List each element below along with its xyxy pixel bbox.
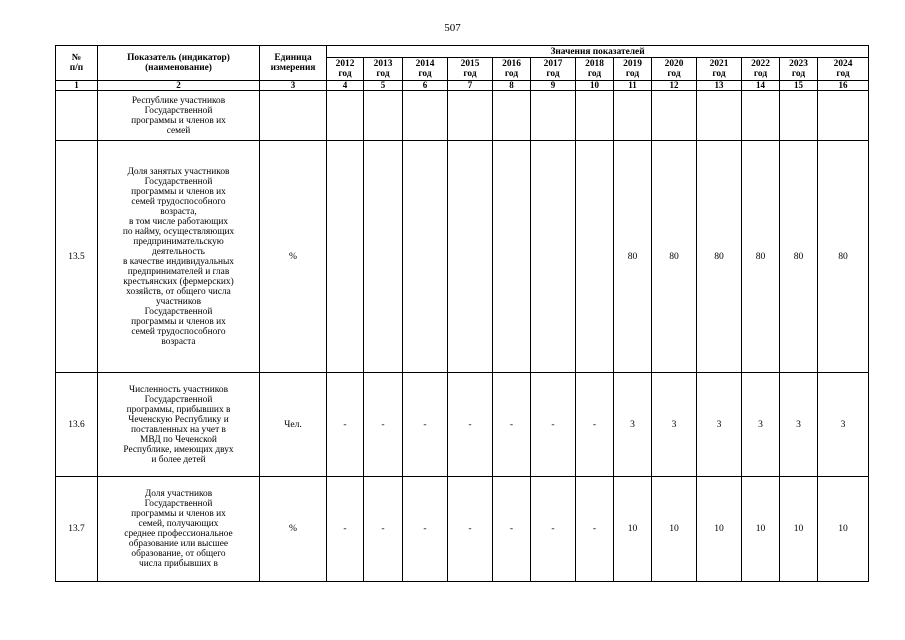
- value-cell: 80: [780, 141, 818, 373]
- indicator-name: Республике участников Государственной программы и членов их семей: [98, 91, 260, 141]
- value-cell: 10: [818, 477, 869, 582]
- table-body: [56, 91, 869, 582]
- header-num: № п/п: [56, 46, 98, 81]
- column-number: 8: [493, 81, 531, 91]
- header-indicator: Показатель (индикатор) (наименование): [98, 46, 260, 81]
- value-cell: [327, 91, 364, 141]
- column-number: 2: [98, 81, 260, 91]
- value-cell: [576, 141, 614, 373]
- column-number: 9: [531, 81, 576, 91]
- value-cell: 80: [697, 141, 742, 373]
- value-cell: [493, 141, 531, 373]
- value-cell: -: [531, 373, 576, 477]
- column-number: 4: [327, 81, 364, 91]
- value-cell: -: [493, 373, 531, 477]
- value-cell: 80: [652, 141, 697, 373]
- indicators-table: [55, 45, 869, 582]
- value-cell: 10: [614, 477, 652, 582]
- value-cell: 3: [742, 373, 780, 477]
- row-number: 13.5: [56, 141, 98, 373]
- header-year: 2014 год: [403, 58, 448, 81]
- value-cell: [780, 91, 818, 141]
- header-values-group: Значения показателей: [327, 46, 869, 58]
- value-cell: 10: [652, 477, 697, 582]
- column-number: 16: [818, 81, 869, 91]
- value-cell: -: [327, 373, 364, 477]
- value-cell: [652, 91, 697, 141]
- unit-cell: [260, 91, 327, 141]
- value-cell: [614, 91, 652, 141]
- value-cell: -: [327, 477, 364, 582]
- value-cell: -: [364, 373, 403, 477]
- header-year: 2017 год: [531, 58, 576, 81]
- value-cell: 3: [652, 373, 697, 477]
- header-year: 2022 год: [742, 58, 780, 81]
- value-cell: 80: [742, 141, 780, 373]
- header-year: 2023 год: [780, 58, 818, 81]
- value-cell: 3: [614, 373, 652, 477]
- unit-cell: %: [260, 141, 327, 373]
- value-cell: [697, 91, 742, 141]
- page-number: 507: [444, 22, 461, 34]
- value-cell: [493, 91, 531, 141]
- unit-cell: %: [260, 477, 327, 582]
- column-number: 12: [652, 81, 697, 91]
- column-number: 13: [697, 81, 742, 91]
- table-row: [56, 373, 869, 477]
- row-number: [56, 91, 98, 141]
- header-row: [56, 46, 869, 58]
- header-year: 2013 год: [364, 58, 403, 81]
- column-number: 5: [364, 81, 403, 91]
- value-cell: 10: [742, 477, 780, 582]
- value-cell: [364, 141, 403, 373]
- value-cell: 3: [818, 373, 869, 477]
- column-number: 1: [56, 81, 98, 91]
- header-year: 2019 год: [614, 58, 652, 81]
- value-cell: -: [364, 477, 403, 582]
- value-cell: 80: [614, 141, 652, 373]
- value-cell: [364, 91, 403, 141]
- value-cell: -: [448, 477, 493, 582]
- header-year: 2012 год: [327, 58, 364, 81]
- column-number: 11: [614, 81, 652, 91]
- value-cell: [818, 91, 869, 141]
- header-year: 2020 год: [652, 58, 697, 81]
- value-cell: -: [448, 373, 493, 477]
- column-numbers-row: [56, 81, 869, 91]
- value-cell: [403, 91, 448, 141]
- indicator-name: Доля занятых участников Государственной программы и членов их семей трудоспособного возраста, в том числе работающих по найму, осуществляющих предпринимательскую деятельность в качестве индивидуальных предпринимателей и глав крестьянских (фермерских) хозяйств, от общего числа участников Государственной программы и членов их семей трудоспособного возраста: [98, 141, 260, 373]
- value-cell: -: [576, 477, 614, 582]
- header-year: 2021 год: [697, 58, 742, 81]
- header-unit: Единица измерения: [260, 46, 327, 81]
- header-year: 2024 год: [818, 58, 869, 81]
- column-number: 7: [448, 81, 493, 91]
- column-number: 3: [260, 81, 327, 91]
- value-cell: 10: [780, 477, 818, 582]
- column-number: 6: [403, 81, 448, 91]
- unit-cell: Чел.: [260, 373, 327, 477]
- table-row: [56, 477, 869, 582]
- header-year: 2015 год: [448, 58, 493, 81]
- header-year: 2016 год: [493, 58, 531, 81]
- indicator-name: Численность участников Государственной программы, прибывших в Чеченскую Республику и поставленных на учет в МВД по Чеченской Республике, имеющих двух и более детей: [98, 373, 260, 477]
- column-number: 15: [780, 81, 818, 91]
- value-cell: [531, 141, 576, 373]
- value-cell: -: [576, 373, 614, 477]
- row-number: 13.6: [56, 373, 98, 477]
- column-number: 14: [742, 81, 780, 91]
- value-cell: 10: [697, 477, 742, 582]
- value-cell: [576, 91, 614, 141]
- indicator-name: Доля участников Государственной программы и членов их семей, получающих среднее профессиональное образование или высшее образование, от общего числа прибывших в: [98, 477, 260, 582]
- value-cell: [742, 91, 780, 141]
- value-cell: 80: [818, 141, 869, 373]
- value-cell: [448, 91, 493, 141]
- header-year: 2018 год: [576, 58, 614, 81]
- value-cell: [448, 141, 493, 373]
- row-number: 13.7: [56, 477, 98, 582]
- column-number: 10: [576, 81, 614, 91]
- value-cell: -: [403, 373, 448, 477]
- value-cell: -: [403, 477, 448, 582]
- value-cell: -: [531, 477, 576, 582]
- value-cell: [327, 141, 364, 373]
- table-row: [56, 141, 869, 373]
- value-cell: -: [493, 477, 531, 582]
- value-cell: 3: [697, 373, 742, 477]
- value-cell: [403, 141, 448, 373]
- value-cell: [531, 91, 576, 141]
- table-row: [56, 91, 869, 141]
- value-cell: 3: [780, 373, 818, 477]
